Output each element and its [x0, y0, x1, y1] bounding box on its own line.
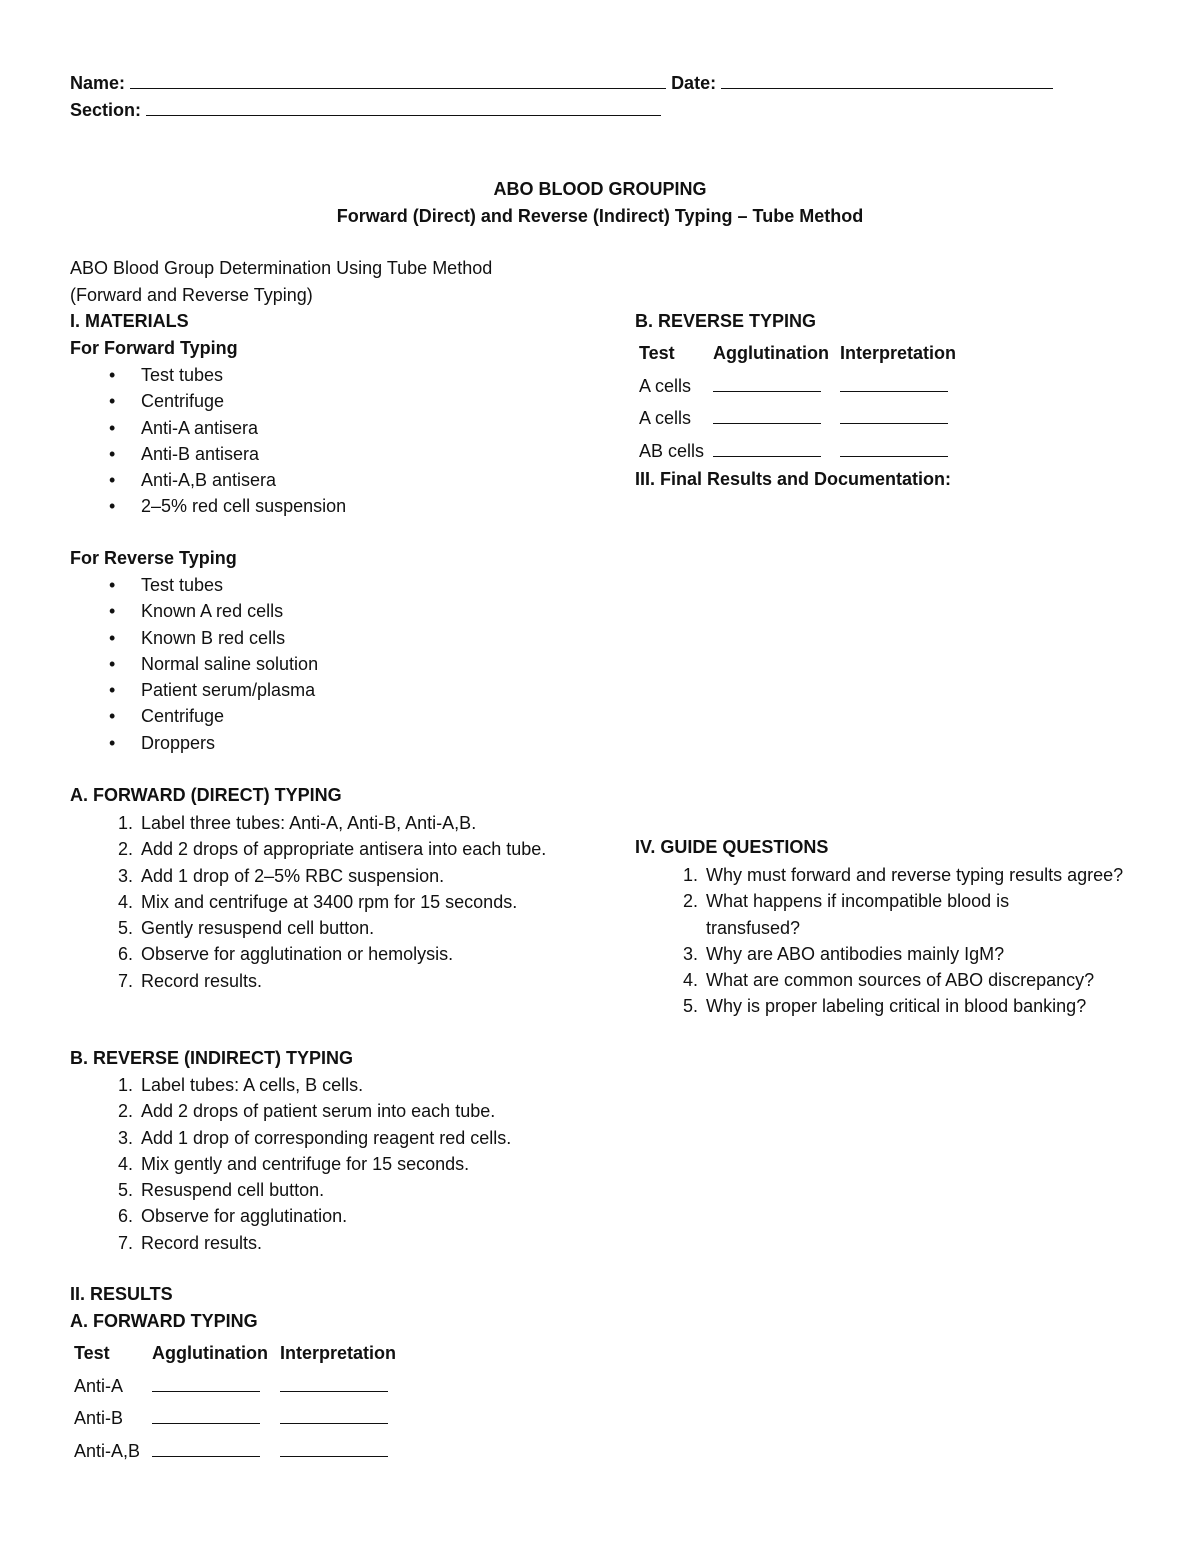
question-number: 1. [682, 865, 698, 885]
interpretation-blank[interactable] [840, 397, 956, 430]
list-item-text: Patient serum/plasma [141, 680, 316, 701]
agglutination-blank[interactable] [152, 1397, 280, 1430]
column-header-test: Test [639, 343, 675, 363]
interpretation-blank[interactable] [280, 1397, 396, 1430]
list-item-text: Anti-A antisera [141, 417, 259, 438]
column-header-interpretation: Interpretation [840, 343, 957, 363]
list-item-text: Anti-A,B antisera [141, 470, 277, 491]
date-label: Date: [671, 73, 717, 93]
list-item [117, 810, 561, 836]
list-item-text: Droppers [141, 732, 216, 753]
intro-line-1: ABO Blood Group Determination Using Tube Method [70, 258, 493, 278]
list-item-text: Why are ABO antibodies mainly IgM? [706, 943, 1005, 964]
forward-procedure-list [117, 810, 561, 994]
guide-questions-heading: IV. GUIDE QUESTIONS [635, 837, 829, 857]
agglutination-blank[interactable] [713, 429, 840, 462]
list-item-text: Gently resuspend cell button. [141, 918, 375, 939]
column-header-interpretation: Interpretation [280, 1343, 397, 1363]
results-heading: II. RESULTS [70, 1284, 173, 1304]
step-number: 1. [117, 1075, 133, 1095]
step-number: 5. [117, 918, 133, 939]
step-number: 3. [117, 1127, 133, 1148]
row-label: Anti-B [74, 1408, 124, 1428]
reverse-procedure-list [117, 1072, 581, 1256]
list-item [117, 863, 561, 889]
list-item-text: Normal saline solution [141, 653, 319, 674]
list-item [117, 1098, 581, 1124]
list-item [109, 730, 318, 756]
list-item [117, 1072, 581, 1098]
intro-line-2: (Forward and Reverse Typing) [70, 285, 313, 305]
list-item-text: Add 2 drops of patient serum into each tube. [141, 1101, 496, 1122]
list-item-text: Observe for agglutination or hemolysis. [141, 944, 454, 965]
list-item [117, 1177, 581, 1203]
guide-questions-list [682, 862, 1126, 1020]
table-row [639, 429, 956, 462]
interpretation-blank[interactable] [280, 1364, 396, 1397]
list-item [117, 1151, 581, 1177]
list-item-text: Why must forward and reverse typing results agree? [706, 865, 1124, 885]
bullet-icon: • [109, 627, 116, 648]
list-item [117, 1203, 581, 1229]
list-item-text: Add 1 drop of corresponding reagent red cells. [141, 1127, 512, 1148]
list-item-text: Test tubes [141, 365, 224, 385]
bullet-icon: • [109, 653, 116, 674]
bullet-icon: • [109, 391, 116, 412]
forward-materials-heading: For Forward Typing [70, 338, 238, 358]
step-number: 2. [117, 839, 133, 860]
step-number: 6. [117, 944, 133, 965]
agglutination-blank[interactable] [713, 364, 840, 397]
list-item [109, 598, 318, 624]
step-number: 5. [117, 1180, 133, 1201]
agglutination-blank[interactable] [713, 397, 840, 430]
list-item-text: Record results. [141, 1232, 263, 1253]
interpretation-blank[interactable] [840, 429, 956, 462]
bullet-icon: • [109, 732, 116, 753]
list-item [117, 941, 561, 967]
list-item [109, 493, 347, 519]
document-subtitle: Forward (Direct) and Reverse (Indirect) Typing – Tube Method [336, 206, 864, 226]
step-number: 1. [117, 813, 133, 833]
question-number: 4. [682, 970, 698, 991]
list-item [117, 968, 561, 994]
bullet-icon: • [109, 575, 116, 595]
reverse-materials-list [109, 572, 319, 756]
list-item-text: Known B red cells [141, 627, 286, 648]
list-item-text: Known A red cells [141, 601, 284, 622]
list-item [682, 888, 1126, 941]
list-item-text: What happens if incompatible blood is transfused? [706, 891, 1010, 938]
list-item [109, 651, 319, 677]
row-label: A cells [639, 375, 692, 396]
list-item [682, 967, 1126, 993]
reverse-results-table [639, 338, 956, 462]
list-item-text: Label three tubes: Anti-A, Anti-B, Anti-A,B. [141, 813, 477, 833]
list-item [117, 1125, 581, 1151]
question-number: 3. [682, 943, 698, 964]
list-item-text: Label tubes: A cells, B cells. [141, 1075, 364, 1095]
bullet-icon: • [109, 417, 116, 438]
column-header-agglutination: Agglutination [152, 1343, 268, 1363]
forward-procedure-heading: A. FORWARD (DIRECT) TYPING [70, 785, 342, 805]
list-item [109, 625, 318, 651]
date-blank[interactable] [721, 88, 1053, 89]
table-row [74, 1364, 396, 1397]
agglutination-blank[interactable] [152, 1429, 280, 1462]
bullet-icon: • [109, 601, 116, 622]
reverse-materials-heading: For Reverse Typing [70, 548, 237, 568]
list-item [109, 572, 318, 598]
table-row [74, 1429, 396, 1462]
step-number: 4. [117, 891, 133, 912]
table-header-row [74, 1338, 396, 1364]
step-number: 4. [117, 1153, 133, 1174]
list-item [682, 993, 1126, 1019]
bullet-icon: • [109, 470, 116, 491]
section-blank[interactable] [146, 115, 661, 116]
list-item-text: Record results. [141, 970, 263, 991]
interpretation-blank[interactable] [280, 1429, 396, 1462]
list-item [109, 415, 346, 441]
section-label: Section: [70, 100, 142, 120]
step-number: 7. [117, 970, 133, 991]
materials-heading: I. MATERIALS [70, 311, 189, 331]
list-item-text: Resuspend cell button. [141, 1180, 325, 1201]
list-item [682, 862, 1126, 888]
list-item-text: Centrifuge [141, 706, 225, 727]
list-item [117, 889, 561, 915]
list-item [117, 1230, 581, 1256]
question-number: 5. [682, 996, 698, 1017]
interpretation-blank[interactable] [840, 364, 956, 397]
list-item [109, 388, 346, 414]
forward-materials-list [109, 362, 347, 520]
name-label: Name: [70, 73, 126, 93]
row-label: AB cells [639, 440, 705, 461]
final-results-heading: III. Final Results and Documentation: [635, 469, 952, 489]
table-header-row [639, 338, 956, 364]
list-item [109, 441, 346, 467]
list-item-text: Mix gently and centrifuge for 15 seconds. [141, 1153, 470, 1174]
question-number: 2. [682, 891, 698, 912]
list-item-text: What are common sources of ABO discrepancy? [706, 970, 1095, 991]
list-item [682, 941, 1126, 967]
column-header-agglutination: Agglutination [713, 343, 829, 363]
forward-results-heading: A. FORWARD TYPING [70, 1311, 258, 1331]
list-item [117, 836, 561, 862]
list-item-text: Add 2 drops of appropriate antisera into each tube. [141, 839, 547, 860]
bullet-icon: • [109, 680, 116, 701]
bullet-icon: • [109, 443, 116, 464]
forward-results-table [74, 1338, 396, 1462]
row-label: A cells [639, 408, 692, 428]
list-item-text: Anti-B antisera [141, 443, 260, 464]
agglutination-blank[interactable] [152, 1364, 280, 1397]
document-title: ABO BLOOD GROUPING [493, 179, 707, 199]
list-item-text: Mix and centrifuge at 3400 rpm for 15 seconds. [141, 891, 518, 912]
list-item [109, 467, 346, 493]
list-item [109, 362, 346, 388]
name-field[interactable] [70, 73, 1053, 94]
step-number: 7. [117, 1232, 133, 1253]
table-row [74, 1397, 396, 1430]
list-item [109, 703, 318, 729]
name-blank[interactable] [130, 88, 666, 89]
step-number: 2. [117, 1101, 133, 1122]
step-number: 3. [117, 865, 133, 886]
bullet-icon: • [109, 365, 116, 385]
list-item-text: Observe for agglutination. [141, 1206, 348, 1227]
list-item-text: Why is proper labeling critical in blood banking? [706, 996, 1087, 1017]
column-header-test: Test [74, 1343, 110, 1363]
list-item [117, 915, 561, 941]
list-item [109, 677, 318, 703]
list-item-text: Centrifuge [141, 391, 225, 412]
row-label: Anti-A [74, 1375, 124, 1396]
step-number: 6. [117, 1206, 133, 1227]
table-row [639, 364, 956, 397]
bullet-icon: • [109, 706, 116, 727]
section-field[interactable] [70, 100, 661, 121]
row-label: Anti-A,B [74, 1440, 141, 1461]
reverse-procedure-heading: B. REVERSE (INDIRECT) TYPING [70, 1048, 354, 1068]
reverse-results-heading: B. REVERSE TYPING [635, 311, 817, 331]
table-row [639, 397, 956, 430]
list-item-text: 2–5% red cell suspension [141, 496, 347, 517]
list-item-text: Add 1 drop of 2–5% RBC suspension. [141, 865, 445, 886]
list-item-text: Test tubes [141, 575, 224, 595]
bullet-icon: • [109, 496, 116, 517]
